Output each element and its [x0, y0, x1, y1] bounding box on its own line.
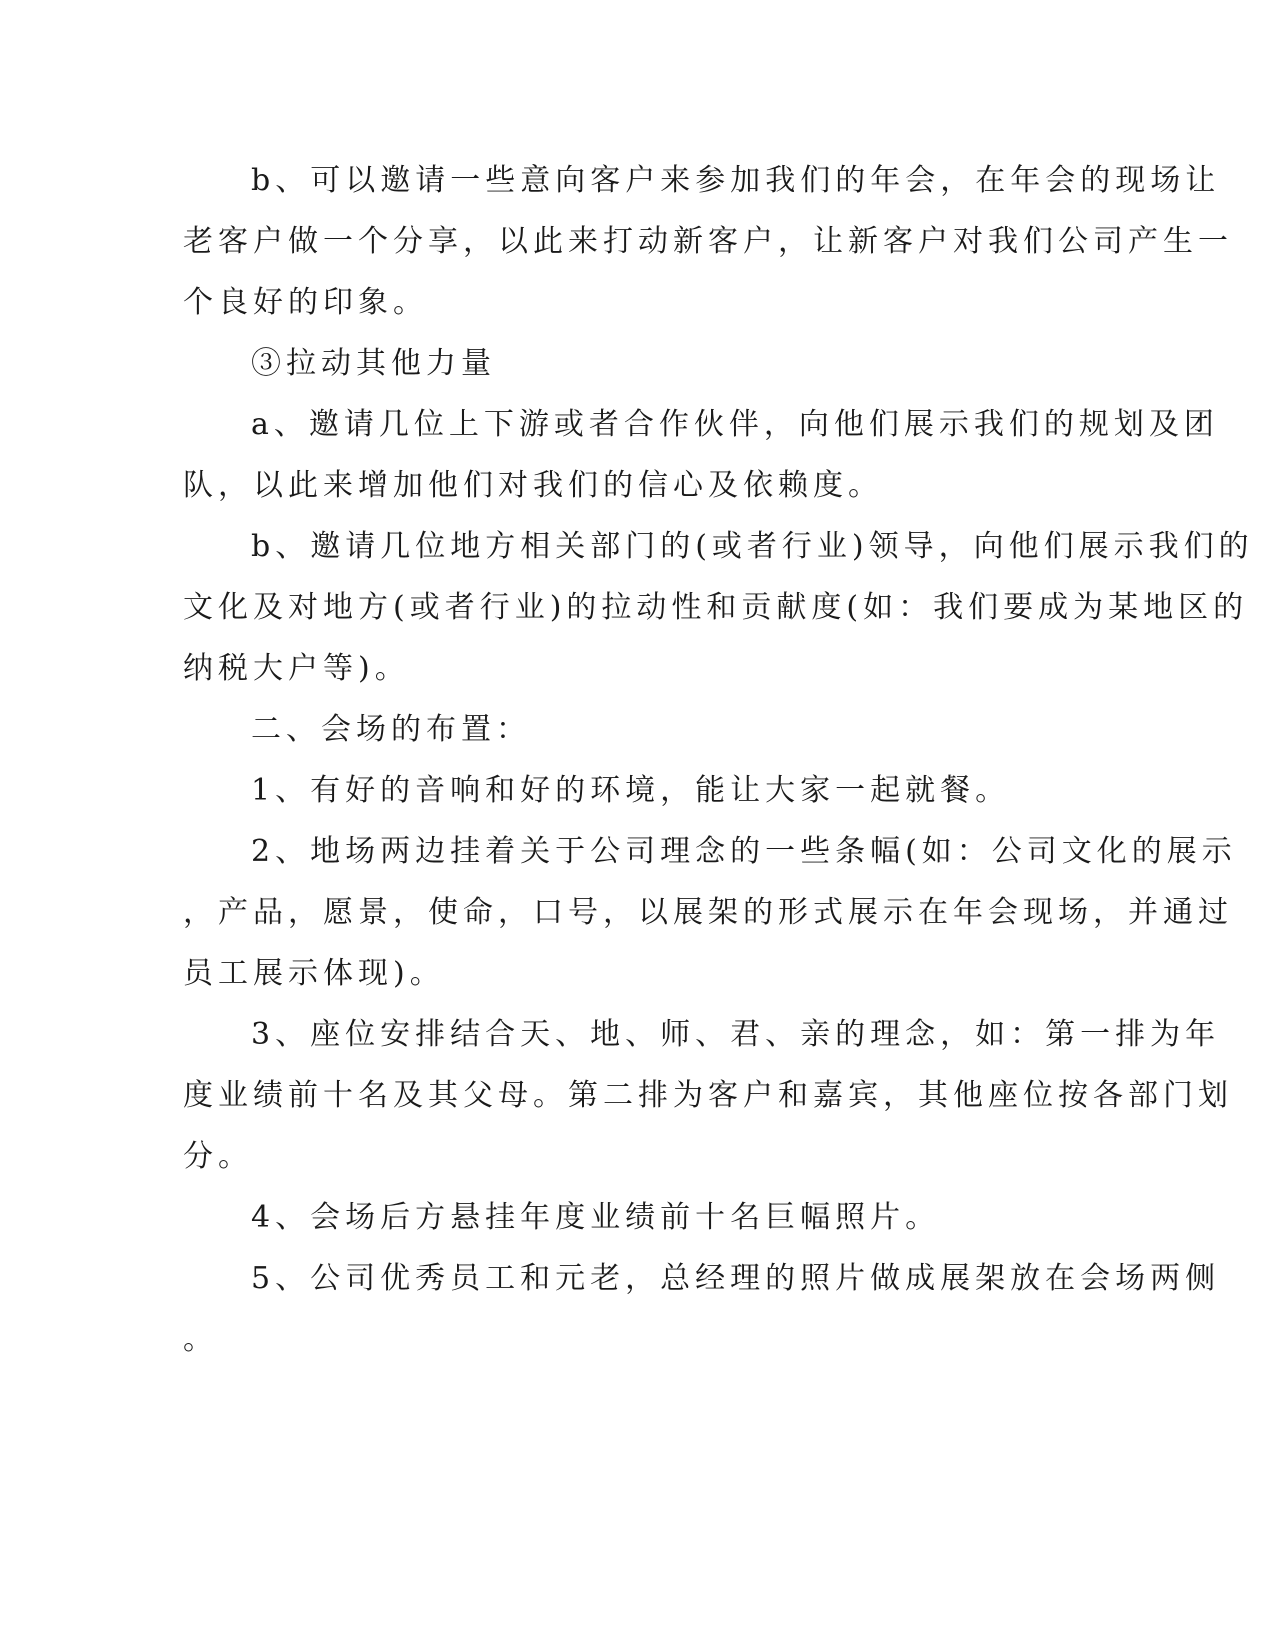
text-line: ，产品，愿景，使命，口号，以展架的形式展示在年会现场，并通过: [183, 895, 1233, 930]
document-body: [183, 150, 1254, 1370]
section-heading: 二、会场的布置：: [251, 712, 531, 747]
text-line: 分。: [183, 1139, 253, 1174]
text-line: 个良好的印象。: [183, 285, 428, 320]
text-line: 2、地场两边挂着关于公司理念的一些条幅(如：公司文化的展示: [251, 834, 1237, 869]
text-line: 4、会场后方悬挂年度业绩前十名巨幅照片。: [251, 1200, 941, 1235]
text-line: 队，以此来增加他们对我们的信心及依赖度。: [183, 468, 883, 503]
text-line: 文化及对地方(或者行业)的拉动性和贡献度(如：我们要成为某地区的: [183, 590, 1249, 625]
text-line: b、可以邀请一些意向客户来参加我们的年会，在年会的现场让: [251, 163, 1221, 198]
text-line: a、邀请几位上下游或者合作伙伴，向他们展示我们的规划及团: [251, 407, 1219, 442]
text-line: b、邀请几位地方相关部门的(或者行业)领导，向他们展示我们的: [251, 529, 1254, 564]
text-line: 纳税大户等)。: [183, 651, 410, 686]
section-heading: ③拉动其他力量: [251, 346, 496, 381]
text-line: 5、公司优秀员工和元老，总经理的照片做成展架放在会场两侧: [251, 1261, 1221, 1296]
text-line: 度业绩前十名及其父母。第二排为客户和嘉宾，其他座位按各部门划: [183, 1078, 1233, 1113]
text-line: 1、有好的音响和好的环境，能让大家一起就餐。: [251, 773, 1011, 808]
text-line: 。: [183, 1322, 218, 1357]
text-line: 员工展示体现)。: [183, 956, 445, 991]
text-line: 老客户做一个分享，以此来打动新客户，让新客户对我们公司产生一: [183, 224, 1233, 259]
text-line: 3、座位安排结合天、地、师、君、亲的理念，如：第一排为年: [251, 1017, 1221, 1052]
